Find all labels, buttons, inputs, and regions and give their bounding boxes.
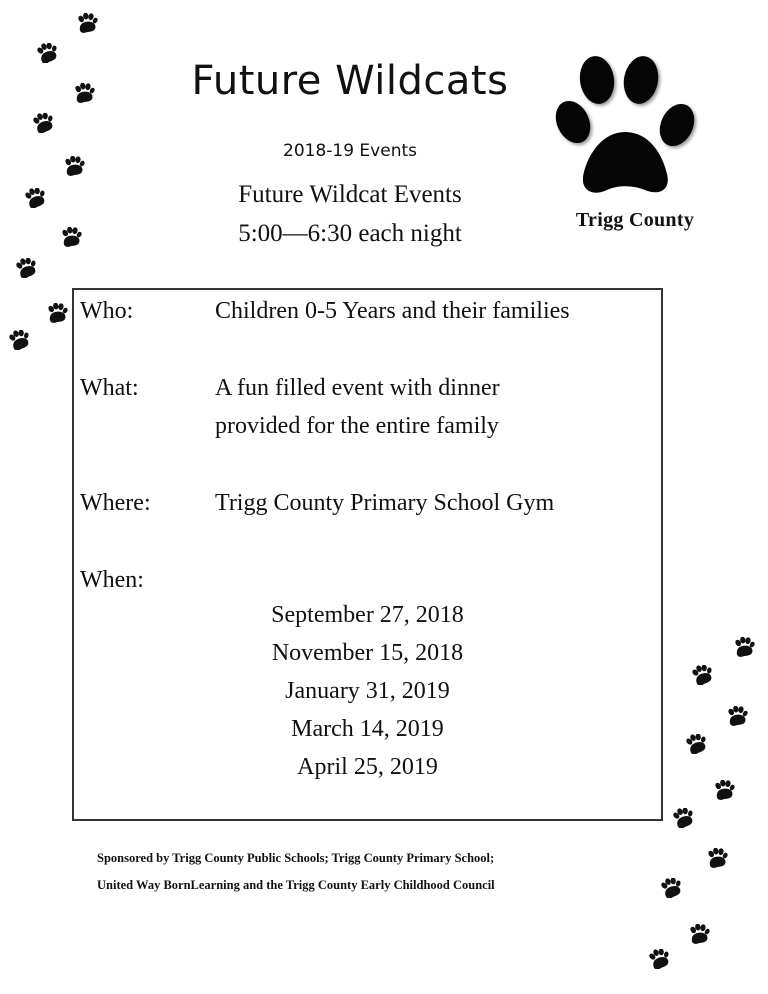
logo-text: Trigg County xyxy=(575,209,695,231)
event-dates-list xyxy=(74,596,661,786)
events-headline: Future Wildcat Events xyxy=(238,181,462,208)
when-label: When: xyxy=(80,567,144,593)
who-row xyxy=(80,292,570,330)
what-label: What: xyxy=(80,375,139,401)
paw-print-icon xyxy=(32,113,54,133)
paw-print-icon xyxy=(8,330,30,350)
page-title: Future Wildcats xyxy=(191,58,509,104)
who-label: Who: xyxy=(80,298,134,324)
what-row xyxy=(80,369,500,445)
paw-print-icon xyxy=(706,848,728,868)
event-date: January 31, 2019 xyxy=(285,678,450,704)
paw-print-icon xyxy=(660,878,682,898)
where-row xyxy=(80,484,554,522)
paw-print-icon xyxy=(672,808,694,828)
paw-print-icon xyxy=(46,303,68,323)
where-value: Trigg County Primary School Gym xyxy=(215,490,555,516)
who-value: Children 0-5 Years and their families xyxy=(215,298,570,324)
event-details-box xyxy=(72,288,663,821)
paw-print-icon xyxy=(24,188,46,208)
paw-print-icon xyxy=(713,780,735,800)
where-label: Where: xyxy=(80,490,151,516)
event-date: September 27, 2018 xyxy=(271,602,464,628)
when-row xyxy=(80,561,215,599)
paw-print-icon xyxy=(688,924,710,944)
sponsor-line-2: United Way BornLearning and the Trigg County Early Childhood Council xyxy=(97,878,495,892)
paw-print-icon xyxy=(733,637,755,657)
paw-print-icon xyxy=(648,949,670,969)
paw-print-icon xyxy=(73,83,95,103)
paw-print-icon xyxy=(36,43,58,63)
paw-print-icon xyxy=(685,734,707,754)
event-date: March 14, 2019 xyxy=(291,716,444,742)
paw-print-icon xyxy=(76,13,98,33)
paw-print-icon xyxy=(63,156,85,176)
paw-print-icon xyxy=(60,227,82,247)
season-subtitle: 2018-19 Events xyxy=(283,141,417,161)
events-time: 5:00—6:30 each night xyxy=(238,220,462,247)
sponsor-line-1: Sponsored by Trigg County Public Schools; Trigg County Primary School; xyxy=(97,851,495,865)
what-value xyxy=(215,369,500,445)
paw-print-icon xyxy=(726,706,748,726)
event-date: April 25, 2019 xyxy=(297,754,438,780)
event-date: November 15, 2018 xyxy=(271,640,464,666)
paw-print-icon xyxy=(555,50,700,200)
paw-print-icon xyxy=(15,258,37,278)
paw-print-icon xyxy=(691,665,713,685)
what-value-line2: provided for the entire family xyxy=(215,413,499,439)
what-value-line1: A fun filled event with dinner xyxy=(215,375,500,401)
